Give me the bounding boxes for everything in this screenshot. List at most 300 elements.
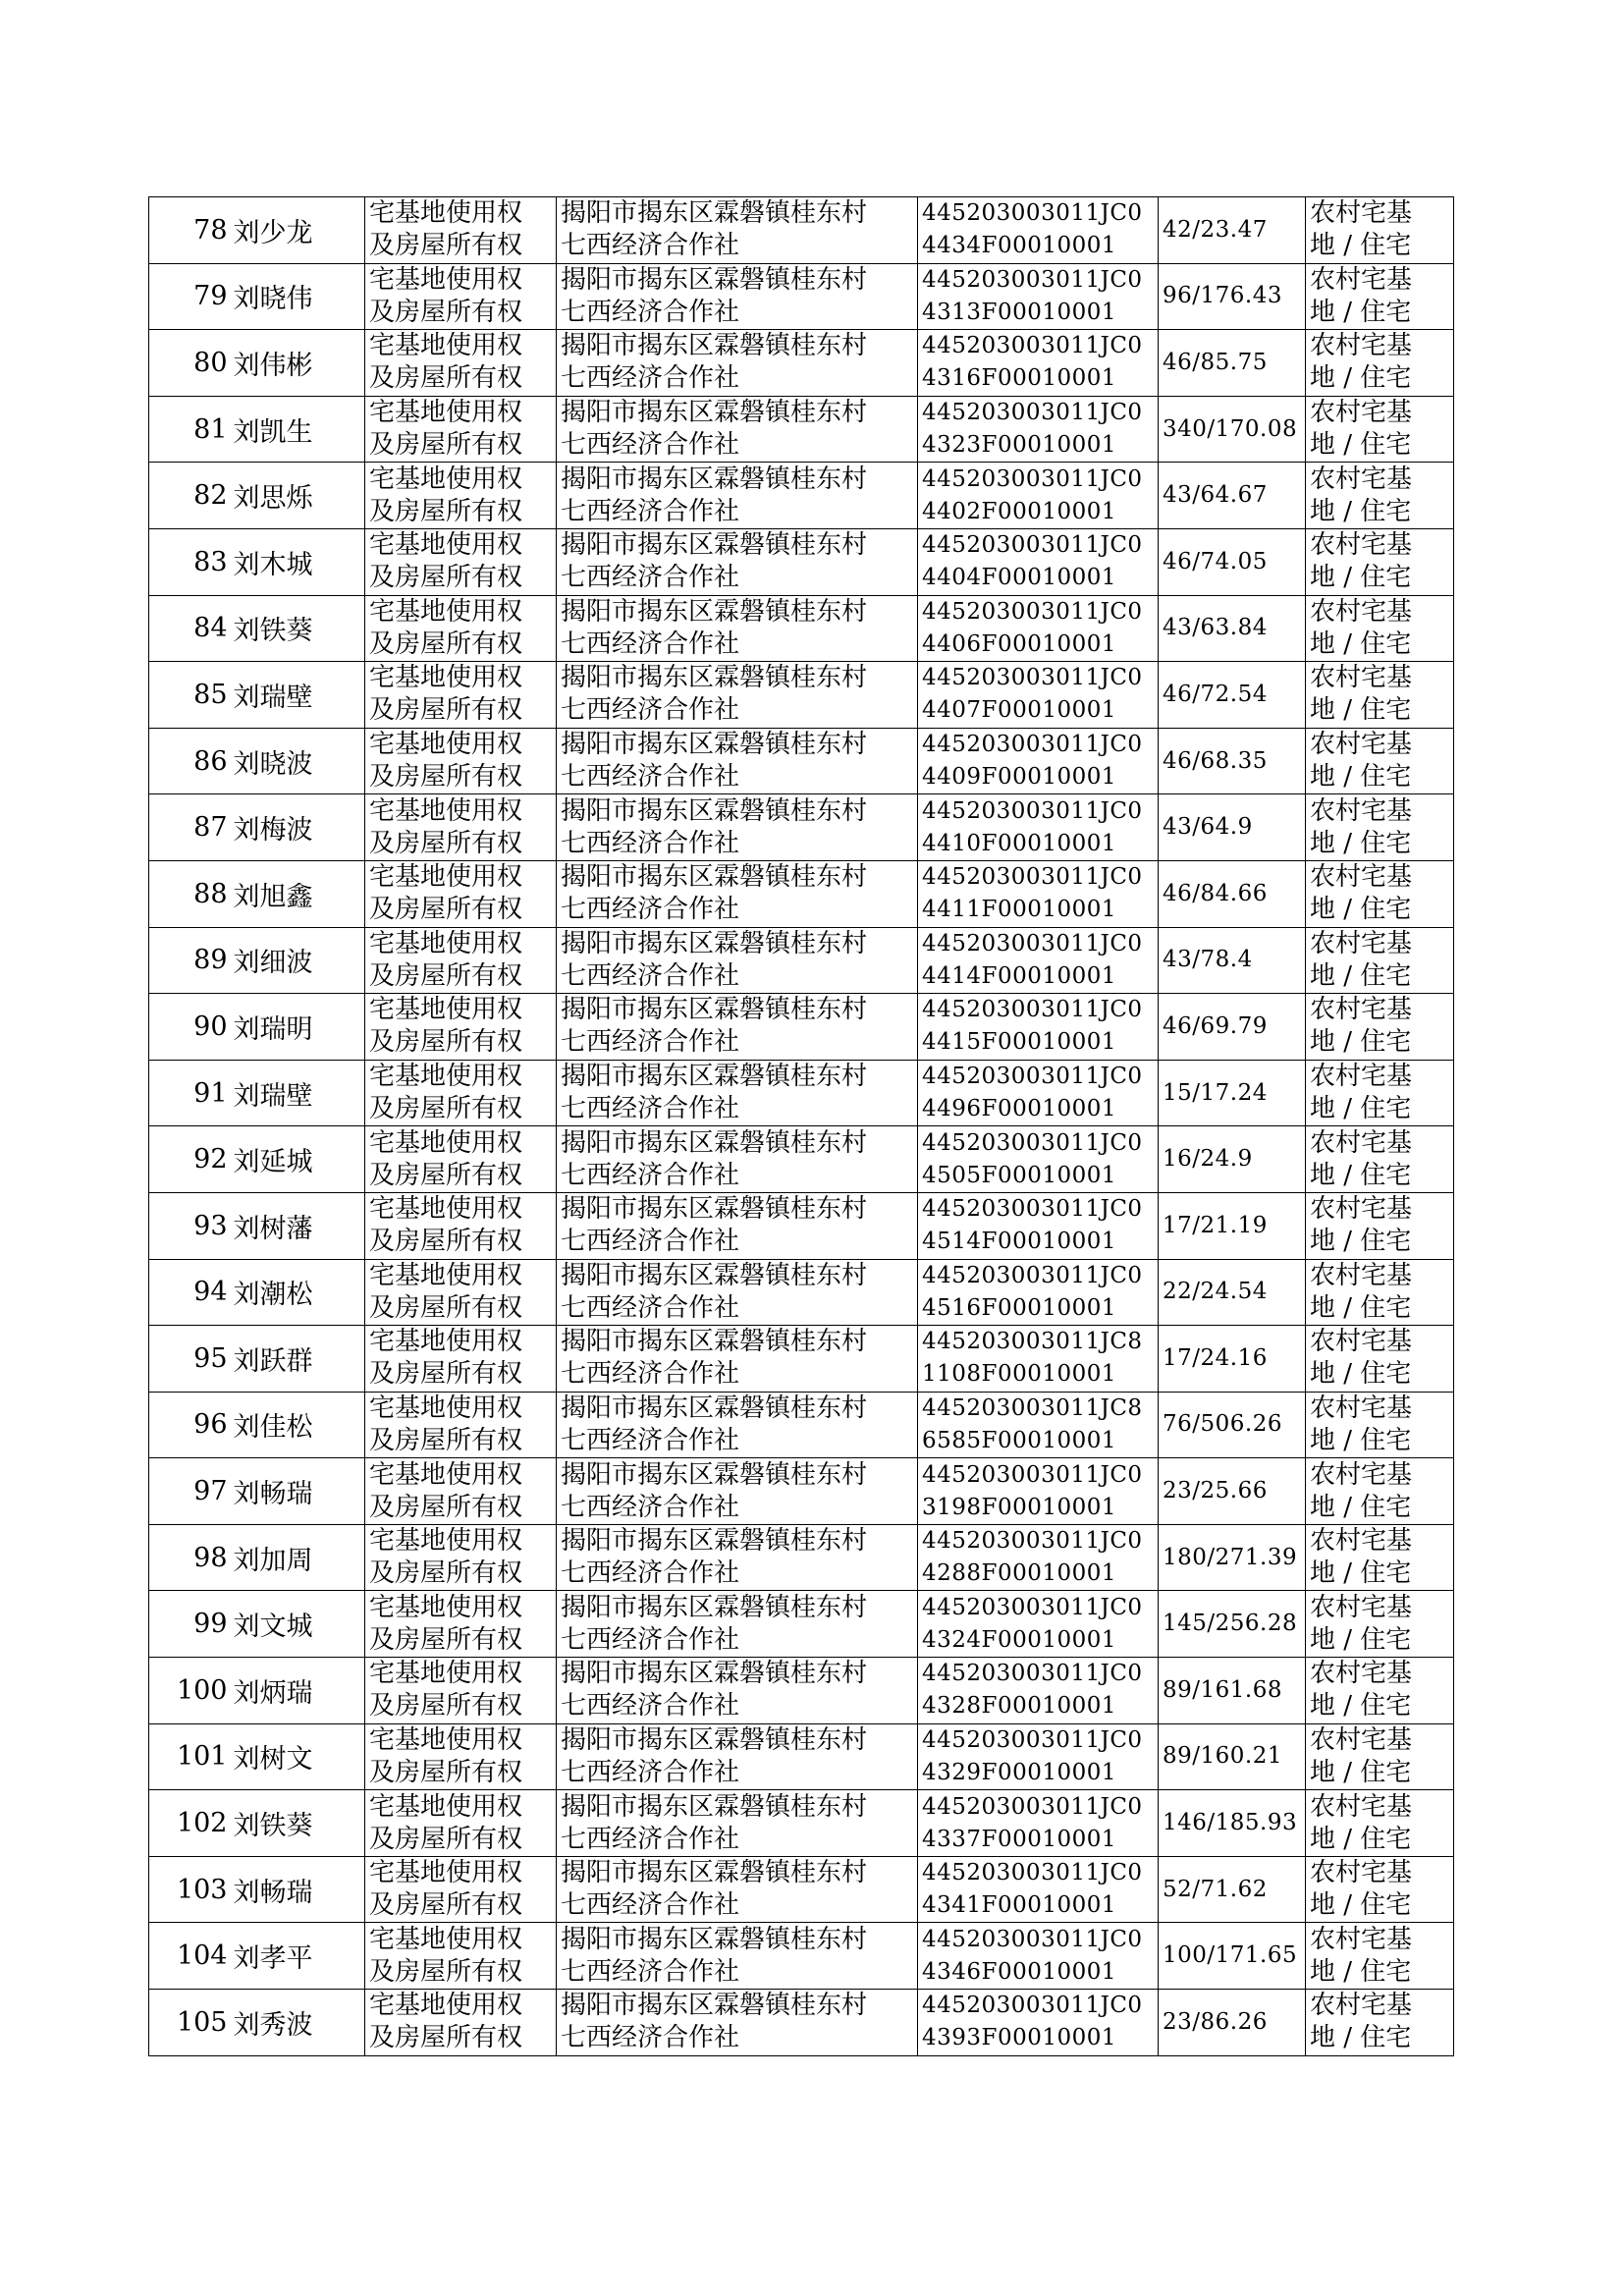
land-use-line: 农村宅基: [1310, 1724, 1413, 1755]
right-type: [365, 263, 557, 330]
location: [557, 1923, 918, 1990]
location-line: 七西经济合作社: [561, 1956, 740, 1987]
unit-code: 445203003011JC04404F00010001: [918, 528, 1159, 595]
unit-code: 445203003011JC04393F00010001: [918, 1990, 1159, 2056]
row-number: 98: [149, 1524, 230, 1591]
land-use-line: 地 / 住宅: [1310, 1956, 1412, 1987]
table-row: [149, 662, 1454, 729]
right-type-line: 及房屋所有权: [369, 2023, 523, 2053]
location-line: 揭阳市揭东区霖磐镇桂东村: [561, 1659, 868, 1689]
location-line: 揭阳市揭东区霖磐镇桂东村: [561, 795, 868, 826]
row-number: 103: [149, 1856, 230, 1923]
right-type: [365, 528, 557, 595]
location-line: 揭阳市揭东区霖磐镇桂东村: [561, 1724, 868, 1755]
location-line: 揭阳市揭东区霖磐镇桂东村: [561, 663, 868, 693]
row-number: 88: [149, 860, 230, 927]
location: [557, 197, 918, 264]
land-use: [1306, 860, 1454, 927]
location: [557, 1658, 918, 1724]
land-use-line: 地 / 住宅: [1310, 1160, 1412, 1190]
land-use-line: 地 / 住宅: [1310, 2023, 1412, 2053]
area-value: 17/24.16: [1159, 1326, 1306, 1393]
land-use: [1306, 396, 1454, 463]
right-type-line: 宅基地使用权: [369, 1724, 523, 1755]
location: [557, 595, 918, 662]
row-number: 82: [149, 463, 230, 529]
land-use-line: 农村宅基: [1310, 1659, 1413, 1689]
table-row: [149, 994, 1454, 1061]
table-row: [149, 1591, 1454, 1658]
right-type-line: 宅基地使用权: [369, 398, 523, 428]
location-line: 七西经济合作社: [561, 1624, 740, 1655]
land-use-line: 农村宅基: [1310, 264, 1413, 295]
row-number: 87: [149, 794, 230, 861]
location-line: 七西经济合作社: [561, 695, 740, 726]
location: [557, 794, 918, 861]
location: [557, 1326, 918, 1393]
land-use-line: 农村宅基: [1310, 1459, 1413, 1490]
owner-name: 刘凯生: [230, 396, 365, 463]
area-value: 180/271.39: [1159, 1524, 1306, 1591]
location: [557, 927, 918, 994]
right-type-line: 宅基地使用权: [369, 1526, 523, 1557]
location-line: 揭阳市揭东区霖磐镇桂东村: [561, 1526, 868, 1557]
location-line: 七西经济合作社: [561, 2023, 740, 2053]
right-type-line: 宅基地使用权: [369, 1459, 523, 1490]
right-type-line: 及房屋所有权: [369, 1359, 523, 1390]
land-use-line: 地 / 住宅: [1310, 297, 1412, 327]
location-line: 七西经济合作社: [561, 1094, 740, 1124]
right-type: [365, 1591, 557, 1658]
owner-name: 刘佳松: [230, 1392, 365, 1458]
land-use-line: 地 / 住宅: [1310, 1359, 1412, 1390]
area-value: 42/23.47: [1159, 197, 1306, 264]
unit-code: 445203003011JC04406F00010001: [918, 595, 1159, 662]
right-type-line: 宅基地使用权: [369, 596, 523, 627]
right-type: [365, 1392, 557, 1458]
land-use-line: 地 / 住宅: [1310, 1890, 1412, 1921]
location: [557, 1990, 918, 2056]
area-value: 46/68.35: [1159, 728, 1306, 794]
right-type: [365, 860, 557, 927]
location-line: 七西经济合作社: [561, 1425, 740, 1455]
unit-code: 445203003011JC04410F00010001: [918, 794, 1159, 861]
registry-table: [148, 196, 1454, 2056]
land-use: [1306, 330, 1454, 397]
area-value: 146/185.93: [1159, 1790, 1306, 1857]
row-number: 92: [149, 1126, 230, 1193]
land-use: [1306, 1524, 1454, 1591]
location-line: 七西经济合作社: [561, 1890, 740, 1921]
land-use: [1306, 1126, 1454, 1193]
owner-name: 刘晓波: [230, 728, 365, 794]
right-type: [365, 463, 557, 529]
owner-name: 刘少龙: [230, 197, 365, 264]
right-type-line: 宅基地使用权: [369, 198, 523, 229]
right-type-line: 宅基地使用权: [369, 1327, 523, 1357]
right-type-line: 及房屋所有权: [369, 1890, 523, 1921]
unit-code: 445203003011JC04337F00010001: [918, 1790, 1159, 1857]
unit-code: 445203003011JC04402F00010001: [918, 463, 1159, 529]
table-row: [149, 330, 1454, 397]
location: [557, 1458, 918, 1525]
location: [557, 463, 918, 529]
land-use-line: 地 / 住宅: [1310, 1492, 1412, 1522]
right-type-line: 宅基地使用权: [369, 1062, 523, 1092]
table-row: [149, 1458, 1454, 1525]
owner-name: 刘孝平: [230, 1923, 365, 1990]
unit-code: 445203003011JC04496F00010001: [918, 1060, 1159, 1126]
land-use: [1306, 1458, 1454, 1525]
location-line: 七西经济合作社: [561, 1227, 740, 1257]
owner-name: 刘加周: [230, 1524, 365, 1591]
table-row: [149, 1524, 1454, 1591]
location-line: 揭阳市揭东区霖磐镇桂东村: [561, 1592, 868, 1622]
row-number: 101: [149, 1723, 230, 1790]
location-line: 七西经济合作社: [561, 430, 740, 461]
area-value: 23/86.26: [1159, 1990, 1306, 2056]
land-use-line: 农村宅基: [1310, 1260, 1413, 1290]
table-row: [149, 794, 1454, 861]
area-value: 76/506.26: [1159, 1392, 1306, 1458]
land-use-line: 地 / 住宅: [1310, 1425, 1412, 1455]
unit-code: 445203003011JC04411F00010001: [918, 860, 1159, 927]
table-row: [149, 1192, 1454, 1259]
location: [557, 1591, 918, 1658]
right-type: [365, 1658, 557, 1724]
location-line: 揭阳市揭东区霖磐镇桂东村: [561, 596, 868, 627]
land-use: [1306, 263, 1454, 330]
location-line: 七西经济合作社: [561, 563, 740, 593]
land-use-line: 农村宅基: [1310, 331, 1413, 361]
location-line: 揭阳市揭东区霖磐镇桂东村: [561, 530, 868, 561]
land-use-line: 地 / 住宅: [1310, 1824, 1412, 1854]
right-type-line: 宅基地使用权: [369, 862, 523, 893]
land-use: [1306, 595, 1454, 662]
right-type: [365, 1060, 557, 1126]
right-type-line: 及房屋所有权: [369, 1292, 523, 1323]
location: [557, 1790, 918, 1857]
row-number: 102: [149, 1790, 230, 1857]
land-use-line: 地 / 住宅: [1310, 1691, 1412, 1721]
table-row: [149, 1259, 1454, 1326]
location: [557, 1192, 918, 1259]
right-type-line: 及房屋所有权: [369, 1624, 523, 1655]
land-use-line: 地 / 住宅: [1310, 695, 1412, 726]
owner-name: 刘细波: [230, 927, 365, 994]
unit-code: 445203003011JC04316F00010001: [918, 330, 1159, 397]
right-type-line: 及房屋所有权: [369, 297, 523, 327]
owner-name: 刘跃群: [230, 1326, 365, 1393]
unit-code: 445203003011JC04414F00010001: [918, 927, 1159, 994]
right-type: [365, 662, 557, 729]
land-use: [1306, 927, 1454, 994]
location: [557, 528, 918, 595]
row-number: 83: [149, 528, 230, 595]
area-value: 100/171.65: [1159, 1923, 1306, 1990]
land-use-line: 农村宅基: [1310, 862, 1413, 893]
right-type-line: 及房屋所有权: [369, 1227, 523, 1257]
land-use-line: 农村宅基: [1310, 596, 1413, 627]
unit-code: 445203003011JC04346F00010001: [918, 1923, 1159, 1990]
right-type: [365, 1790, 557, 1857]
unit-code: 445203003011JC04328F00010001: [918, 1658, 1159, 1724]
right-type: [365, 330, 557, 397]
table-row: [149, 1126, 1454, 1193]
right-type-line: 宅基地使用权: [369, 663, 523, 693]
area-value: 52/71.62: [1159, 1856, 1306, 1923]
right-type-line: 宅基地使用权: [369, 1791, 523, 1822]
row-number: 90: [149, 994, 230, 1061]
table-row: [149, 1392, 1454, 1458]
owner-name: 刘畅瑞: [230, 1458, 365, 1525]
right-type-line: 及房屋所有权: [369, 1956, 523, 1987]
row-number: 91: [149, 1060, 230, 1126]
area-value: 43/64.9: [1159, 794, 1306, 861]
right-type-line: 及房屋所有权: [369, 563, 523, 593]
right-type-line: 及房屋所有权: [369, 762, 523, 792]
land-use: [1306, 1856, 1454, 1923]
owner-name: 刘伟彬: [230, 330, 365, 397]
registry-table-body: [149, 197, 1454, 2056]
right-type-line: 及房屋所有权: [369, 430, 523, 461]
land-use-line: 农村宅基: [1310, 1991, 1413, 2021]
right-type-line: 及房屋所有权: [369, 1094, 523, 1124]
location: [557, 860, 918, 927]
owner-name: 刘树文: [230, 1723, 365, 1790]
location-line: 揭阳市揭东区霖磐镇桂东村: [561, 1459, 868, 1490]
land-use-line: 地 / 住宅: [1310, 231, 1412, 261]
right-type-line: 宅基地使用权: [369, 1260, 523, 1290]
land-use-line: 地 / 住宅: [1310, 496, 1412, 526]
right-type: [365, 794, 557, 861]
land-use: [1306, 1923, 1454, 1990]
area-value: 145/256.28: [1159, 1591, 1306, 1658]
land-use: [1306, 1591, 1454, 1658]
land-use-line: 农村宅基: [1310, 1127, 1413, 1158]
row-number: 95: [149, 1326, 230, 1393]
right-type-line: 宅基地使用权: [369, 928, 523, 958]
table-row: [149, 927, 1454, 994]
land-use: [1306, 1259, 1454, 1326]
right-type-line: 及房屋所有权: [369, 828, 523, 858]
right-type-line: 宅基地使用权: [369, 1127, 523, 1158]
right-type: [365, 595, 557, 662]
right-type: [365, 994, 557, 1061]
unit-code: 445203003011JC04329F00010001: [918, 1723, 1159, 1790]
right-type-line: 及房屋所有权: [369, 1757, 523, 1787]
area-value: 89/161.68: [1159, 1658, 1306, 1724]
right-type-line: 宅基地使用权: [369, 331, 523, 361]
right-type: [365, 927, 557, 994]
right-type-line: 宅基地使用权: [369, 1592, 523, 1622]
owner-name: 刘思烁: [230, 463, 365, 529]
land-use-line: 地 / 住宅: [1310, 895, 1412, 925]
owner-name: 刘晓伟: [230, 263, 365, 330]
owner-name: 刘延城: [230, 1126, 365, 1193]
right-type-line: 宅基地使用权: [369, 530, 523, 561]
owner-name: 刘梅波: [230, 794, 365, 861]
owner-name: 刘潮松: [230, 1259, 365, 1326]
location-line: 揭阳市揭东区霖磐镇桂东村: [561, 1858, 868, 1888]
right-type-line: 及房屋所有权: [369, 496, 523, 526]
location-line: 揭阳市揭东区霖磐镇桂东村: [561, 1791, 868, 1822]
location-line: 七西经济合作社: [561, 496, 740, 526]
table-row: [149, 728, 1454, 794]
right-type-line: 及房屋所有权: [369, 231, 523, 261]
location: [557, 728, 918, 794]
owner-name: 刘铁葵: [230, 595, 365, 662]
land-use: [1306, 728, 1454, 794]
land-use: [1306, 1060, 1454, 1126]
land-use: [1306, 1658, 1454, 1724]
location-line: 揭阳市揭东区霖磐镇桂东村: [561, 1327, 868, 1357]
owner-name: 刘铁葵: [230, 1790, 365, 1857]
unit-code: 445203003011JC04324F00010001: [918, 1591, 1159, 1658]
area-value: 22/24.54: [1159, 1259, 1306, 1326]
location-line: 揭阳市揭东区霖磐镇桂东村: [561, 398, 868, 428]
location: [557, 330, 918, 397]
land-use-line: 地 / 住宅: [1310, 628, 1412, 659]
land-use-line: 农村宅基: [1310, 398, 1413, 428]
land-use-line: 地 / 住宅: [1310, 1094, 1412, 1124]
table-row: [149, 595, 1454, 662]
right-type-line: 及房屋所有权: [369, 1492, 523, 1522]
right-type-line: 宅基地使用权: [369, 795, 523, 826]
location: [557, 1392, 918, 1458]
table-row: [149, 1990, 1454, 2056]
location-line: 七西经济合作社: [561, 1027, 740, 1058]
area-value: 46/72.54: [1159, 662, 1306, 729]
right-type: [365, 1856, 557, 1923]
location: [557, 1856, 918, 1923]
right-type: [365, 1192, 557, 1259]
right-type-line: 宅基地使用权: [369, 264, 523, 295]
owner-name: 刘畅瑞: [230, 1856, 365, 1923]
land-use: [1306, 994, 1454, 1061]
row-number: 94: [149, 1259, 230, 1326]
location-line: 七西经济合作社: [561, 1492, 740, 1522]
location: [557, 1723, 918, 1790]
location-line: 七西经济合作社: [561, 1558, 740, 1589]
table-row: [149, 1923, 1454, 1990]
land-use-line: 农村宅基: [1310, 795, 1413, 826]
right-type-line: 宅基地使用权: [369, 1393, 523, 1423]
unit-code: 445203003011JC81108F00010001: [918, 1326, 1159, 1393]
right-type: [365, 728, 557, 794]
owner-name: 刘旭鑫: [230, 860, 365, 927]
land-use: [1306, 528, 1454, 595]
location-line: 七西经济合作社: [561, 1160, 740, 1190]
row-number: 99: [149, 1591, 230, 1658]
row-number: 93: [149, 1192, 230, 1259]
owner-name: 刘文城: [230, 1591, 365, 1658]
land-use: [1306, 463, 1454, 529]
owner-name: 刘炳瑞: [230, 1658, 365, 1724]
right-type-line: 及房屋所有权: [369, 1558, 523, 1589]
land-use-line: 农村宅基: [1310, 1526, 1413, 1557]
land-use-line: 农村宅基: [1310, 928, 1413, 958]
row-number: 97: [149, 1458, 230, 1525]
table-row: [149, 860, 1454, 927]
location: [557, 263, 918, 330]
location-line: 揭阳市揭东区霖磐镇桂东村: [561, 1393, 868, 1423]
land-use: [1306, 662, 1454, 729]
row-number: 89: [149, 927, 230, 994]
row-number: 79: [149, 263, 230, 330]
location: [557, 1060, 918, 1126]
unit-code: 445203003011JC04434F00010001: [918, 197, 1159, 264]
table-row: [149, 1658, 1454, 1724]
location: [557, 662, 918, 729]
area-value: 43/64.67: [1159, 463, 1306, 529]
location-line: 揭阳市揭东区霖磐镇桂东村: [561, 730, 868, 760]
right-type-line: 及房屋所有权: [369, 1691, 523, 1721]
location-line: 七西经济合作社: [561, 231, 740, 261]
area-value: 46/74.05: [1159, 528, 1306, 595]
area-value: 15/17.24: [1159, 1060, 1306, 1126]
table-row: [149, 1326, 1454, 1393]
land-use-line: 农村宅基: [1310, 1858, 1413, 1888]
unit-code: 445203003011JC04288F00010001: [918, 1524, 1159, 1591]
unit-code: 445203003011JC04516F00010001: [918, 1259, 1159, 1326]
land-use: [1306, 1790, 1454, 1857]
owner-name: 刘瑞壁: [230, 662, 365, 729]
right-type-line: 宅基地使用权: [369, 464, 523, 494]
table-row: [149, 463, 1454, 529]
area-value: 16/24.9: [1159, 1126, 1306, 1193]
area-value: 43/78.4: [1159, 927, 1306, 994]
location-line: 七西经济合作社: [561, 628, 740, 659]
land-use-line: 农村宅基: [1310, 464, 1413, 494]
unit-code: 445203003011JC04514F00010001: [918, 1192, 1159, 1259]
location-line: 七西经济合作社: [561, 828, 740, 858]
table-row: [149, 1856, 1454, 1923]
row-number: 81: [149, 396, 230, 463]
land-use-line: 农村宅基: [1310, 995, 1413, 1025]
area-value: 89/160.21: [1159, 1723, 1306, 1790]
right-type: [365, 1723, 557, 1790]
right-type-line: 及房屋所有权: [369, 1824, 523, 1854]
land-use: [1306, 1990, 1454, 2056]
right-type-line: 宅基地使用权: [369, 1991, 523, 2021]
unit-code: 445203003011JC04323F00010001: [918, 396, 1159, 463]
row-number: 105: [149, 1990, 230, 2056]
right-type: [365, 1259, 557, 1326]
owner-name: 刘树藩: [230, 1192, 365, 1259]
right-type-line: 宅基地使用权: [369, 1194, 523, 1225]
owner-name: 刘瑞明: [230, 994, 365, 1061]
land-use-line: 地 / 住宅: [1310, 1227, 1412, 1257]
land-use: [1306, 1723, 1454, 1790]
land-use-line: 地 / 住宅: [1310, 1292, 1412, 1323]
land-use-line: 农村宅基: [1310, 1194, 1413, 1225]
unit-code: 445203003011JC86585F00010001: [918, 1392, 1159, 1458]
right-type: [365, 1990, 557, 2056]
location: [557, 994, 918, 1061]
table-row: [149, 1060, 1454, 1126]
right-type-line: 及房屋所有权: [369, 895, 523, 925]
land-use-line: 农村宅基: [1310, 1924, 1413, 1954]
row-number: 86: [149, 728, 230, 794]
table-row: [149, 1723, 1454, 1790]
location: [557, 1524, 918, 1591]
land-use-line: 地 / 住宅: [1310, 828, 1412, 858]
location-line: 揭阳市揭东区霖磐镇桂东村: [561, 862, 868, 893]
table-row: [149, 528, 1454, 595]
land-use-line: 农村宅基: [1310, 198, 1413, 229]
right-type-line: 及房屋所有权: [369, 695, 523, 726]
